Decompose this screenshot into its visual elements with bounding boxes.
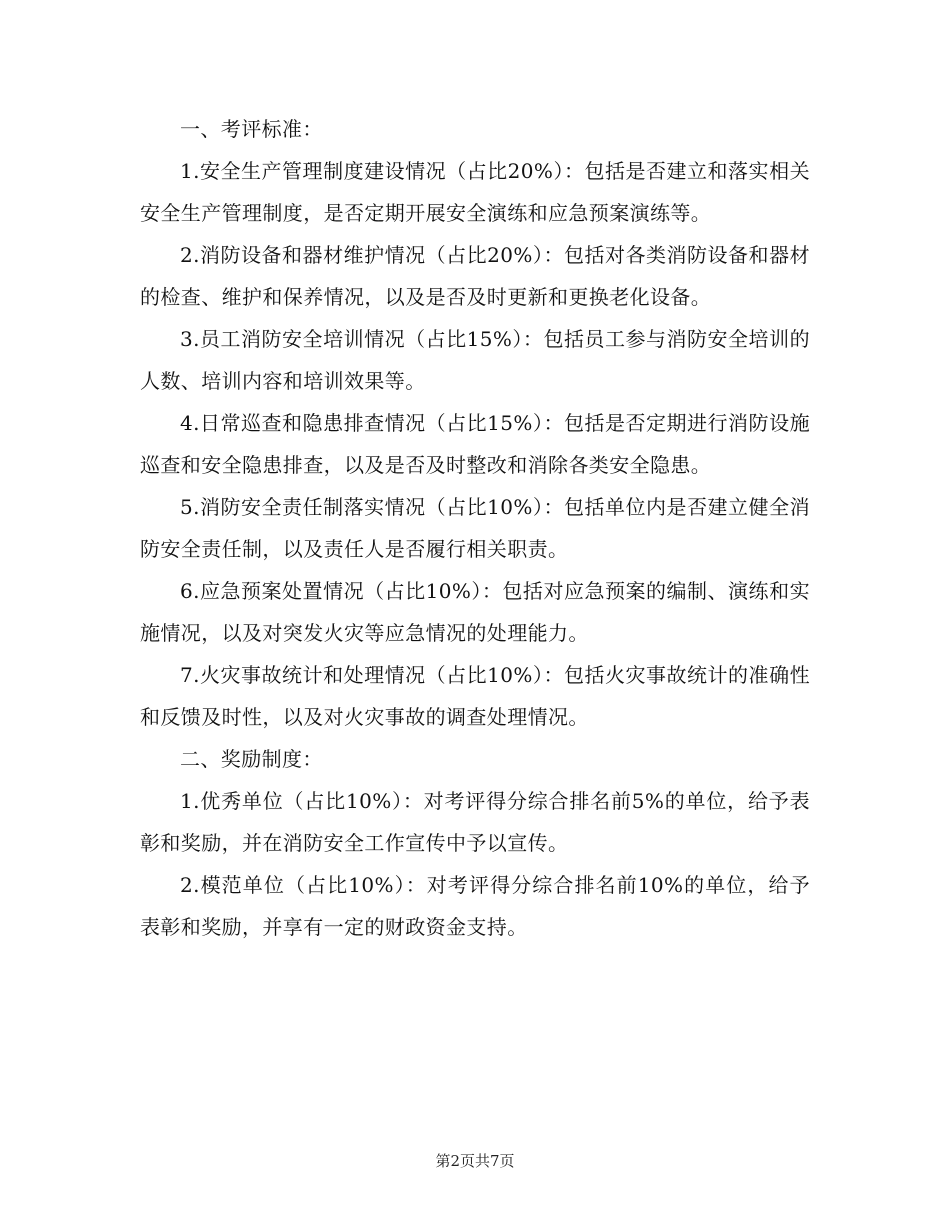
section-heading-rewards: 二、奖励制度：	[180, 747, 323, 771]
criterion-4: 4.日常巡查和隐患排查情况（占比15%）：包括是否定期进行消防设施巡查和安全隐患排查，以及是否及时整改和消除各类安全隐患。	[140, 411, 810, 477]
criterion-1: 1.安全生产管理制度建设情况（占比20%）：包括是否建立和落实相关安全生产管理制度，是否定期开展安全演练和应急预案演练等。	[140, 159, 810, 225]
criterion-5: 5.消防安全责任制落实情况（占比10%）：包括单位内是否建立健全消防安全责任制，以及责任人是否履行相关职责。	[140, 495, 810, 561]
reward-1: 1.优秀单位（占比10%）：对考评得分综合排名前5%的单位，给予表彰和奖励，并在消防安全工作宣传中予以宣传。	[140, 789, 810, 855]
criterion-7: 7.火灾事故统计和处理情况（占比10%）：包括火灾事故统计的准确性和反馈及时性，以及对火灾事故的调查处理情况。	[140, 663, 810, 729]
criterion-6: 6.应急预案处置情况（占比10%）：包括对应急预案的编制、演练和实施情况，以及对突发火灾等应急情况的处理能力。	[140, 579, 810, 645]
criterion-2: 2.消防设备和器材维护情况（占比20%）：包括对各类消防设备和器材的检查、维护和保养情况，以及是否及时更新和更换老化设备。	[140, 243, 810, 309]
criterion-3: 3.员工消防安全培训情况（占比15%）：包括员工参与消防安全培训的人数、培训内容和培训效果等。	[140, 327, 810, 393]
section-heading-evaluation: 一、考评标准：	[180, 117, 323, 141]
page-number-footer: 第2页共7页	[435, 1152, 515, 1170]
reward-2: 2.模范单位（占比10%）：对考评得分综合排名前10%的单位，给予表彰和奖励，并享有一定的财政资金支持。	[140, 873, 810, 939]
document-body	[140, 108, 810, 948]
